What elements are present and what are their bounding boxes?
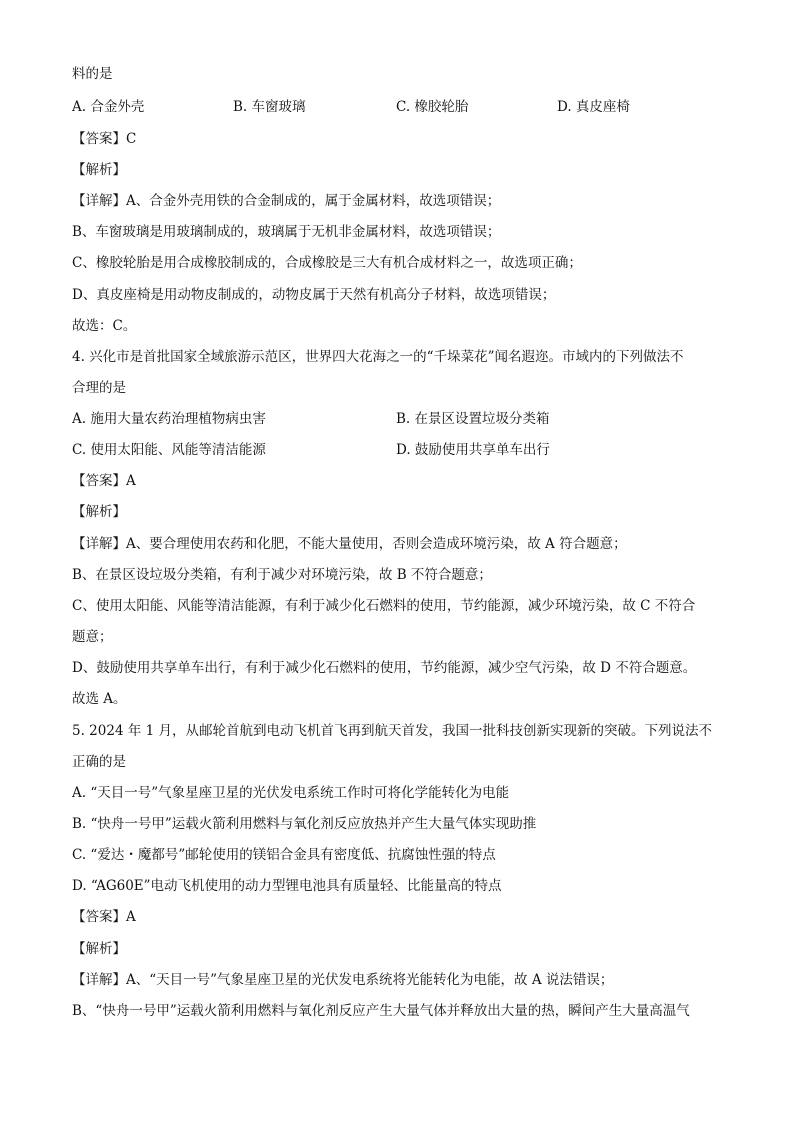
explanation-line: C、使用太阳能、风能等清洁能源，有利于减少化石燃料的使用，节约能源，减少环境污染，故 C 不符合: [72, 598, 696, 614]
option-c: C. “爱达・魔都号”邮轮使用的镁铝合金具有密度低、抗腐蚀性强的特点: [72, 847, 496, 863]
explanation-line: 题意；: [72, 629, 113, 645]
analysis-label: 【解析】: [72, 504, 126, 520]
answer-label: 【答案】C: [72, 131, 137, 147]
answer-label: 【答案】A: [72, 909, 136, 925]
explanation-line: D、真皮座椅是用动物皮制成的，动物皮属于天然有机高分子材料，故选项错误；: [72, 287, 556, 303]
option-c: C. 使用太阳能、风能等清洁能源: [72, 442, 266, 458]
option-d: D. “AG60E”电动飞机使用的动力型锂电池具有质量轻、比能量高的特点: [72, 878, 502, 894]
explanation-line: 【详解】A、合金外壳用铁的合金制成的，属于金属材料，故选项错误；: [72, 193, 501, 209]
option-c: C. 橡胶轮胎: [396, 99, 469, 115]
option-d: D. 真皮座椅: [557, 99, 630, 115]
explanation-line: C、橡胶轮胎是用合成橡胶制成的，合成橡胶是三大有机合成材料之一，故选项正确；: [72, 255, 582, 271]
question-4-text: 4. 兴化市是首批国家全域旅游示范区，世界四大花海之一的“千垛菜花”闻名遐迩。市域内的下列做法不: [72, 349, 684, 365]
option-a: A. 施用大量农药治理植物病虫害: [72, 411, 266, 427]
analysis-label: 【解析】: [72, 941, 126, 957]
option-d: D. 鼓励使用共享单车出行: [396, 442, 550, 458]
explanation-line: B、在景区设垃圾分类箱，有利于减少对环境污染，故 B 不符合题意；: [72, 567, 492, 583]
option-b: B. 在景区设置垃圾分类箱: [396, 411, 550, 427]
question-4-text-cont: 合理的是: [72, 380, 126, 396]
option-b: B. 车窗玻璃: [233, 99, 306, 115]
explanation-line: B、车窗玻璃是用玻璃制成的，玻璃属于无机非金属材料，故选项错误；: [72, 224, 501, 240]
explanation-line: B、“快舟一号甲”运载火箭利用燃料与氧化剂反应产生大量气体并释放出大量的热，瞬间产生大量高温气: [72, 1003, 690, 1019]
explanation-line: 【详解】A、“天目一号”气象星座卫星的光伏发电系统将光能转化为电能，故 A 说法错误；: [72, 972, 614, 988]
option-a: A. 合金外壳: [72, 99, 145, 115]
option-a: A. “天目一号”气象星座卫星的光伏发电系统工作时可将化学能转化为电能: [72, 785, 510, 801]
conclusion-line: 故选：C。: [72, 318, 137, 334]
question-5-text: 5. 2024 年 1 月，从邮轮首航到电动飞机首飞再到航天首发，我国一批科技创新实现新的突破。下列说法不: [72, 723, 712, 739]
analysis-label: 【解析】: [72, 162, 126, 178]
answer-label: 【答案】A: [72, 473, 136, 489]
explanation-line: 【详解】A、要合理使用农药和化肥，不能大量使用，否则会造成环境污染，故 A 符合题意；: [72, 536, 627, 552]
question-text: 料的是: [72, 66, 113, 82]
question-5-text-cont: 正确的是: [72, 754, 126, 770]
explanation-line: D、鼓励使用共享单车出行，有利于减少化石燃料的使用，节约能源，减少空气污染，故 D 不符合题意。: [72, 660, 697, 676]
option-b: B. “快舟一号甲”运载火箭利用燃料与氧化剂反应放热并产生大量气体实现助推: [72, 816, 537, 832]
conclusion-line: 故选 A。: [72, 691, 127, 707]
